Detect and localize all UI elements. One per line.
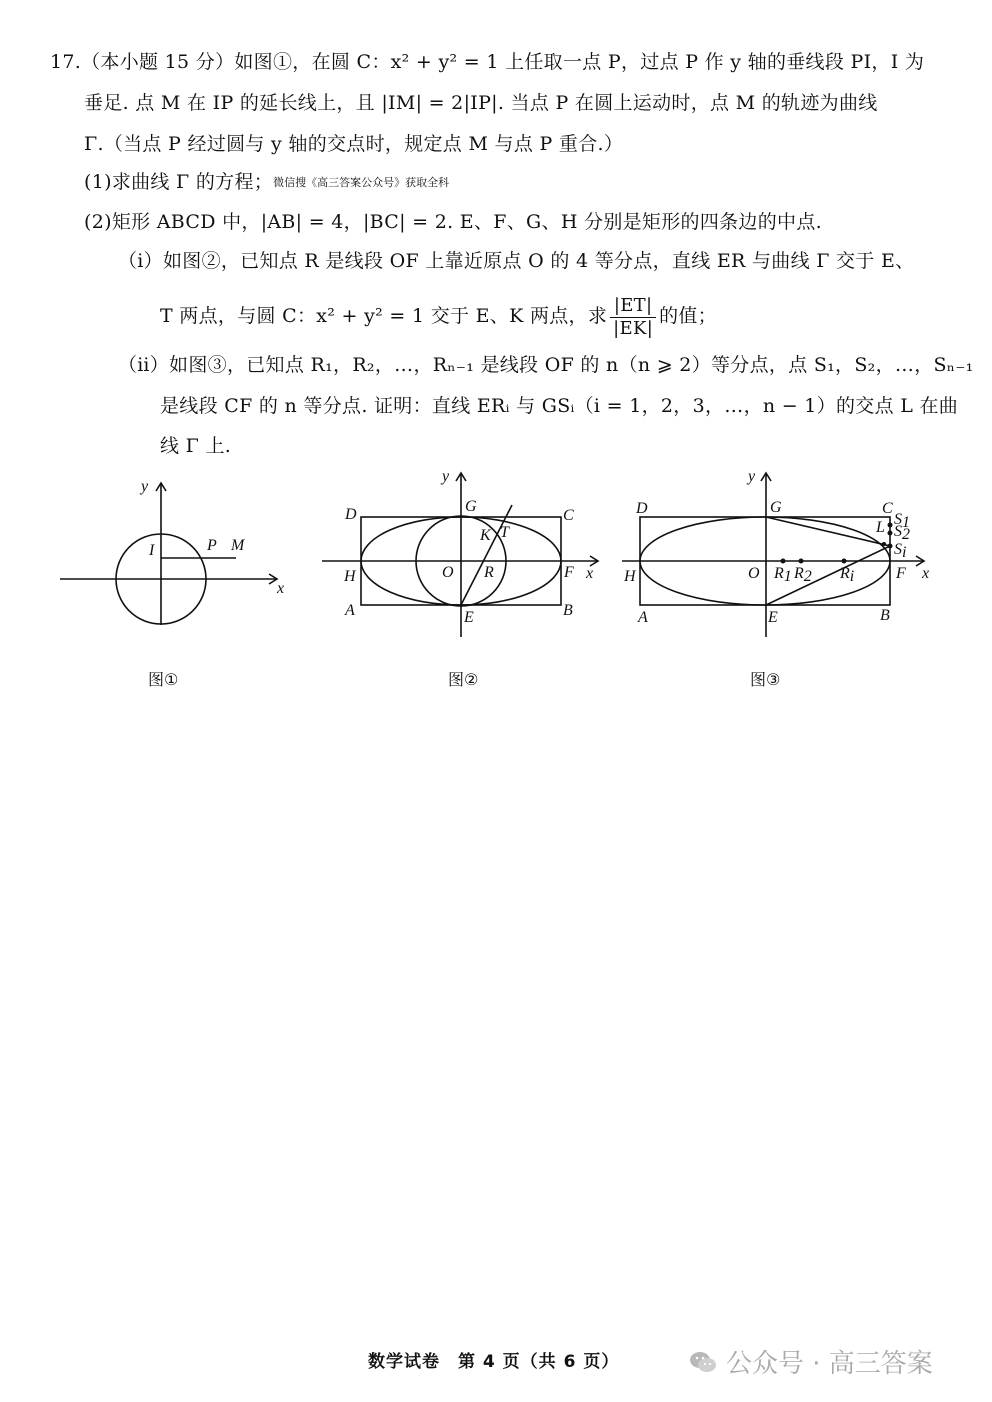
fig1-label-i: I [149,542,155,559]
fig3-label-y: y [748,468,756,485]
fig1-label-p: P [207,537,217,554]
fig2-label-h: H [344,568,356,585]
fig3-label-s2: S2 [894,523,910,543]
problem-part-2: (2)矩形 ABCD 中，|AB| = 4，|BC| = 2. E、F、G、H 分别是矩形的四条边的中点. [84,211,822,233]
fig3-label-o: O [748,565,760,582]
fig1-label-y: y [141,478,149,495]
fig3-label-c: C [882,500,893,517]
fig2-label-o: O [442,564,454,581]
problem-line-1: 17.（本小题 15 分）如图①，在圆 C：x² + y² = 1 上任取一点 P，过点 P 作 y 轴的垂线段 PI，I 为 [50,51,925,73]
fig2-label-k: K [480,527,491,544]
part-2-i-text-a: T 两点，与圆 C：x² + y² = 1 交于 E、K 两点，求 [160,305,608,327]
fig3-label-b: B [880,607,890,624]
fig3-label-h: H [624,568,636,585]
fig3-label-s1: S1 [894,511,910,531]
ratio-fraction [610,295,656,340]
fig2-label-b: B [563,602,573,619]
fig3-label-si: Si [894,541,907,561]
point-ri [842,559,847,564]
part-2-i-text-b: 的值； [659,305,717,327]
fig2-label-d: D [345,506,357,523]
fig2-caption: 图② [448,670,479,689]
fraction-denominator: |EK| [613,317,654,339]
fig3-label-d: D [636,500,648,517]
part-1-text: (1)求曲线 Γ 的方程； [84,171,274,193]
problem-part-2-i: （ⅰ）如图②，已知点 R 是线段 OF 上靠近原点 O 的 4 等分点，直线 ER 与曲线 Γ 交于 E、 [118,250,915,272]
fig2-label-e: E [464,609,474,626]
fig3-label-f: F [896,565,906,582]
line-er [461,505,512,605]
watermark-text: 公众号 · 高三答案 [726,1349,933,1379]
point-r1 [781,559,786,564]
wechat-watermark [688,1343,933,1380]
page-footer: 数学试卷 第 4 页（共 6 页） [368,1352,620,1372]
fig3-label-g: G [770,499,782,516]
line-gsi [766,517,890,546]
fig3-label-r1: R1 [774,565,792,585]
fig2-label-g: G [465,498,477,515]
fig3-label-l: L [876,519,885,536]
fig2-label-f: F [564,564,574,581]
problem-part-2-i-cont [160,294,717,340]
figure-1 [55,475,295,655]
fig3-label-ri: Ri [840,565,855,585]
problem-line-3: Γ.（当点 P 经过圆与 y 轴的交点时，规定点 M 与点 P 重合.） [84,133,624,155]
point-s1 [888,523,893,528]
fig2-label-t: T [500,524,509,541]
problem-part-2-ii: （ⅱ）如图③，已知点 R₁，R₂，…，Rₙ₋₁ 是线段 OF 的 n（n ⩾ 2）等分点，点 S₁，S₂，…，Sₙ₋₁ [118,354,974,376]
problem-part-2-ii-cont: 是线段 CF 的 n 等分点. 证明：直线 ERᵢ 与 GSᵢ（i = 1，2，3，…，n − 1）的交点 L 在曲 [160,395,959,417]
fig1-label-x: x [277,580,285,597]
point-s2 [888,531,893,536]
problem-line-2: 垂足. 点 M 在 IP 的延长线上，且 |IM| = 2|IP|. 当点 P 在圆上运动时，点 M 的轨迹为曲线 [84,92,878,114]
fig3-label-x: x [922,565,930,582]
fig3-caption: 图③ [750,670,781,689]
figure-3 [618,465,948,655]
fig2-label-c: C [563,507,574,524]
point-l [882,542,886,546]
figure-2 [320,465,610,655]
problem-part-1 [84,168,449,197]
problem-part-2-ii-end: 线 Γ 上. [160,435,232,457]
fig2-label-r: R [484,564,494,581]
fig2-label-y: y [442,468,450,485]
fig3-label-a: A [638,609,648,626]
point-si [888,544,893,549]
fig3-label-r2: R2 [794,565,812,585]
fig3-label-e: E [768,609,778,626]
fraction-numerator: |ET| [610,295,656,318]
fig2-label-a: A [345,602,355,619]
point-r2 [799,559,804,564]
fig2-label-x: x [586,565,594,582]
fig1-caption: 图① [148,670,179,689]
fig1-label-m: M [231,537,245,554]
wechat-icon [688,1349,718,1375]
watermark-note: 微信搜《高三答案公众号》获取全科 [273,176,450,189]
